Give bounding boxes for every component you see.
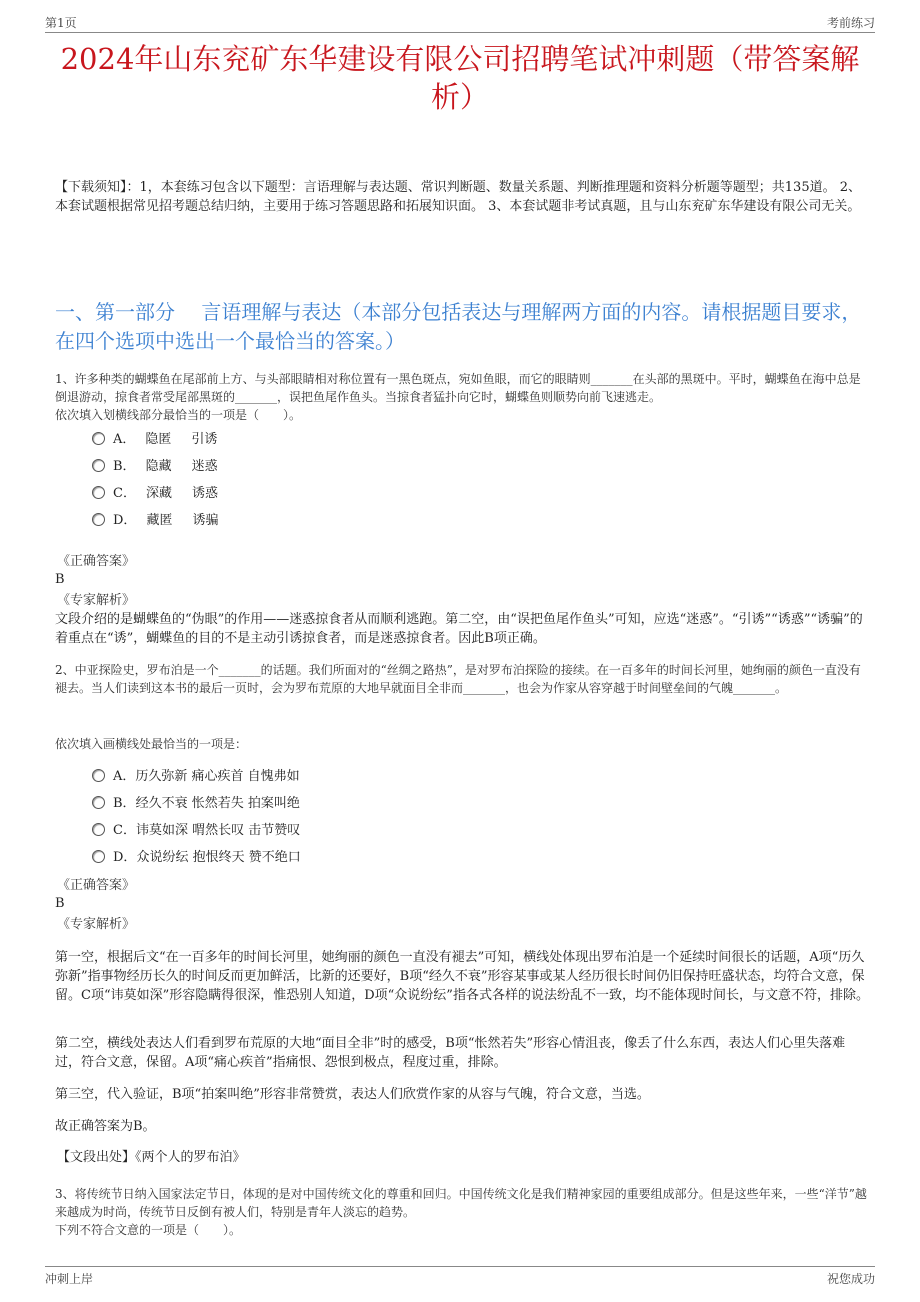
q1-option-c[interactable] — [92, 484, 218, 504]
option-word-1: 隐匿 — [145, 432, 172, 447]
radio-icon[interactable] — [92, 850, 105, 863]
question-2-prompt: 依次填入画横线处最恰当的一项是： — [55, 737, 248, 751]
radio-icon[interactable] — [92, 796, 105, 809]
option-letter: C． — [113, 823, 136, 838]
radio-icon[interactable] — [92, 459, 105, 472]
option-text: 众说纷纭 抱恨终天 赞不绝口 — [136, 850, 301, 865]
question-2-text: 2、中亚探险史，罗布泊是一个_______的话题。我们所面对的“丝绸之路热”，是对罗布泊探险的接续。在一百多年的时间长河里，她绚丽的颜色一直没有褪去。当人们读到这本书的最后一页时，会为罗布荒原的大地早就面目全非而_______，也会为作家从容穿越于时间壁垒间的气魄_______。 — [55, 663, 861, 695]
question-3-text — [55, 1185, 870, 1239]
option-letter: D． — [113, 850, 137, 865]
radio-icon[interactable] — [92, 432, 105, 445]
page-footer — [45, 1266, 875, 1288]
q2-answer-label: 《正确答案》 — [57, 878, 136, 893]
q2-option-d[interactable] — [92, 848, 301, 868]
radio-icon[interactable] — [92, 513, 105, 526]
question-3-stem: 3、将传统节日纳入国家法定节日，体现的是对中国传统文化的尊重和回归。中国传统文化是我们精神家园的重要组成部分。但是这些年来，一些“洋节”越来越成为时尚，传统节日反倒有被人们，特别是青年人淡忘的趋势。 — [55, 1187, 867, 1219]
page-number: 第1页 — [45, 16, 77, 30]
q1-answer-label: 《正确答案》 — [57, 554, 136, 569]
page-header — [45, 14, 875, 33]
option-letter: B． — [113, 796, 136, 811]
document-title: 2024年山东兖矿东华建设有限公司招聘笔试冲刺题（带答案解析） — [60, 42, 860, 114]
option-letter: C． — [113, 486, 136, 501]
footer-right: 祝您成功 — [826, 1272, 875, 1286]
option-word-2: 迷惑 — [191, 459, 218, 474]
q1-option-d[interactable] — [92, 511, 218, 531]
question-1-prompt: 依次填入划横线部分最恰当的一项是（ ）。 — [55, 408, 302, 422]
option-word-2: 诱惑 — [191, 486, 218, 501]
option-letter: A． — [113, 432, 136, 447]
radio-icon[interactable] — [92, 823, 105, 836]
option-letter: D． — [113, 513, 137, 528]
q2-option-c[interactable] — [92, 821, 300, 841]
option-letter: A． — [113, 769, 136, 784]
q2-source: 【文段出处】《两个人的罗布泊》 — [57, 1150, 246, 1165]
footer-left: 冲刺上岸 — [45, 1272, 94, 1286]
q2-analysis-label: 《专家解析》 — [57, 917, 136, 932]
q1-analysis-label: 《专家解析》 — [57, 593, 136, 608]
option-word-1: 隐藏 — [145, 459, 172, 474]
q2-analysis-paragraph-1: 第一空，根据后文“在一百多年的时间长河里，她绚丽的颜色一直没有褪去”可知，横线处体现出罗布泊是一个延续时间很长的话题，A项“历久弥新”指事物经历长久的时间反而更加鲜活，比新的还要好，B项“经久不衰”形容某事或某人经历很长时间仍旧保持旺盛状态，均符合文意，保留。C项“讳莫如深”形容隐瞒得很深，惟恐别人知道，D项“众说纷纭”指各式各样的说法纷乱不一致，均不能体现时间长，与文意不符，排除。 — [55, 950, 869, 1003]
option-word-2: 诱骗 — [192, 513, 219, 528]
option-word-1: 深藏 — [145, 486, 172, 501]
option-word-2: 引诱 — [191, 432, 218, 447]
section-heading: 一、第一部分 言语理解与表达（本部分包括表达与理解两方面的内容。请根据题目要求，在四个选项中选出一个最恰当的答案。） — [55, 300, 862, 353]
q2-answer: B — [55, 896, 65, 911]
q2-option-b[interactable] — [92, 794, 300, 814]
option-text: 历久弥新 痛心疾首 自愧弗如 — [135, 769, 300, 784]
q2-analysis-paragraph-2: 第二空，横线处表达人们看到罗布荒原的大地“面目全非”时的感受，B项“怅然若失”形容心情沮丧，像丢了什么东西，表达人们心里失落难过，符合文意，保留。A项“痛心疾首”指痛恨、怨恨到极点，程度过重，排除。 — [55, 1036, 846, 1070]
radio-icon[interactable] — [92, 769, 105, 782]
option-text: 讳莫如深 喟然长叹 击节赞叹 — [135, 823, 301, 838]
option-letter: B． — [113, 459, 136, 474]
question-1-text — [55, 370, 870, 424]
q1-answer: B — [55, 572, 65, 587]
option-text: 经久不衰 怅然若失 拍案叫绝 — [135, 796, 300, 811]
question-3-prompt: 下列不符合文意的一项是（ ）。 — [55, 1223, 242, 1237]
option-word-1: 藏匿 — [146, 513, 173, 528]
download-notice: 【下载须知】：1，本套练习包含以下题型：言语理解与表达题、常识判断题、数量关系题、判断推理题和资料分析题等题型；共135道。 2、本套试题根据常见招考题总结归纳，主要用于练习答题思路和拓展知识面。 3、本套试题非考试真题，且与山东兖矿东华建设有限公司无关。 — [55, 180, 861, 214]
q1-option-a[interactable] — [92, 430, 217, 450]
header-label: 考前练习 — [826, 16, 875, 30]
q2-option-a[interactable] — [92, 767, 300, 787]
radio-icon[interactable] — [92, 486, 105, 499]
q1-option-b[interactable] — [92, 457, 218, 477]
q2-analysis-paragraph-3: 第三空，代入验证，B项“拍案叫绝”形容非常赞赏，表达人们欣赏作家的从容与气魄，符合文意，当选。 — [55, 1087, 650, 1102]
question-1-stem: 1、许多种类的蝴蝶鱼在尾部前上方、与头部眼睛相对称位置有一黑色斑点，宛如鱼眼，而它的眼睛则_______在头部的黑斑中。平时，蝴蝶鱼在海中总是倒退游动，掠食者常受尾部黑斑的_______，误把鱼尾作鱼头。当掠食者猛扑向它时，蝴蝶鱼则顺势向前飞速逃走。 — [55, 372, 861, 404]
q2-analysis-paragraph-4: 故正确答案为B。 — [55, 1119, 156, 1134]
q1-analysis: 文段介绍的是蝴蝶鱼的“伪眼”的作用——迷惑掠食者从而顺利逃跑。第二空，由“误把鱼尾作鱼头”可知，应选“迷惑”。“引诱”“诱惑”“诱骗”的着重点在“诱”，蝴蝶鱼的目的不是主动引诱掠食者，而是迷惑掠食者。因此B项正确。 — [55, 612, 863, 646]
